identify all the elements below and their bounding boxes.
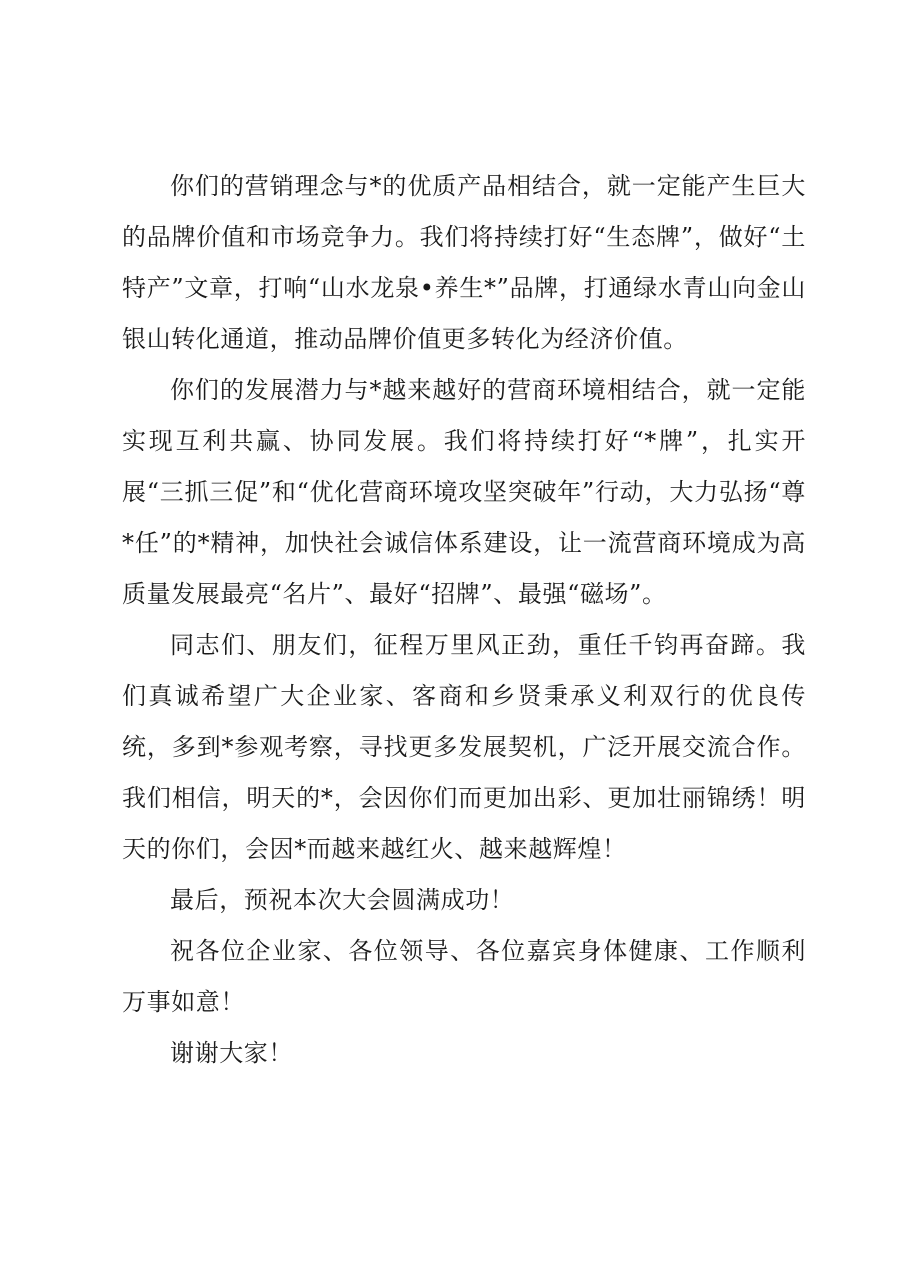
document-body: [122, 161, 806, 1079]
paragraph-wish-success: 最后，预祝本次大会圆满成功！: [170, 886, 515, 914]
paragraph-blessing: 祝各位企业家、各位领导、各位嘉宾身体健康、工作顺利万事如意！: [122, 937, 806, 1016]
paragraph-business-environment: 你们的发展潜力与*越来越好的营商环境相结合，就一定能实现互利共赢、协同发展。我们将持续打好“*牌”，扎实开展“三抓三促”和“优化营商环境攻坚突破年”行动，大力弘扬“尊*任”的*精神，加快社会诚信体系建设，让一流营商环境成为高质量发展最亮“名片”、最好“招牌”、最强“磁场”。: [122, 376, 806, 608]
paragraph-marketing: 你们的营销理念与*的优质产品相结合，就一定能产生巨大的品牌价值和市场竞争力。我们将持续打好“生态牌”，做好“土特产”文章，打响“山水龙泉•养生*”品牌，打通绿水青山向金山银山转化通道，推动品牌价值更多转化为经济价值。: [122, 172, 806, 353]
paragraph-invitation: 同志们、朋友们，征程万里风正劲，重任千钧再奋蹄。我们真诚希望广大企业家、客商和乡贤秉承义利双行的优良传统，多到*参观考察，寻找更多发展契机，广泛开展交流合作。我们相信，明天的*，会因你们而更加出彩、更加壮丽锦绣！明天的你们，会因*而越来越红火、越来越辉煌！: [122, 631, 806, 863]
paragraph-thanks: 谢谢大家！: [170, 1039, 293, 1067]
